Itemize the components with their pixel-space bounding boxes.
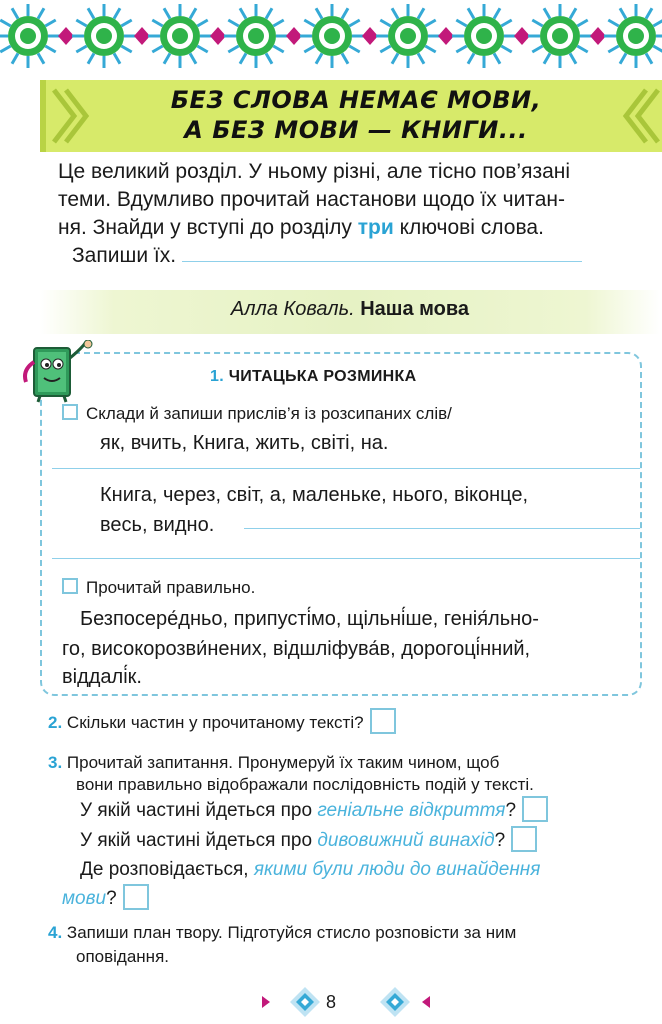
intro-line: Це великий розділ. У ньому різні, але тісно пов’язані (58, 160, 571, 183)
answer-box-icon[interactable] (511, 826, 537, 852)
question-3c-cont: мови? (62, 884, 149, 913)
stress-words-line1: Безпосере́дньо, припусті́мо, щільні́ше, генія́льно- (80, 608, 539, 630)
book-mascot-icon (16, 340, 102, 404)
top-ornament-border (0, 0, 662, 70)
checkbox-icon[interactable] (62, 404, 78, 420)
question-3a: У якій частині йдеться про геніальне відкриття? (80, 796, 548, 825)
section-title: ЧИТАЦЬКА РОЗМИНКА (228, 368, 417, 385)
intro-line: ня. Знайди у вступі до розділу три ключові слова. (58, 216, 544, 239)
page-footer (0, 985, 662, 1019)
stress-words-line3: віддалі́к. (62, 666, 142, 688)
intro-line: теми. Вдумливо прочитай настанови щодо їх читан- (58, 188, 565, 211)
answer-line[interactable] (52, 468, 640, 469)
intro-text (58, 158, 613, 270)
author-band (40, 290, 660, 334)
page-number: 8 (325, 992, 336, 1012)
question-4: 4. Запиши план твору. Підготуйся стисло розповісти за ним (48, 923, 517, 942)
question-3: 3. Прочитай запитання. Пронумеруй їх таким чином, щоб (48, 753, 500, 772)
checkbox-icon[interactable] (62, 578, 78, 594)
question-4-line2: оповідання. (76, 947, 170, 966)
banner-title-line2: А БЕЗ МОВИ — КНИГИ... (184, 116, 528, 144)
keyword-highlight: три (357, 216, 394, 239)
author-name: Алла Коваль. (230, 298, 355, 320)
answer-box-icon[interactable] (522, 796, 548, 822)
question-3b: У якій частині йдеться про дивовижний винахід? (80, 826, 537, 855)
chapter-banner (40, 80, 662, 152)
proverb-words-1: як, вчить, Книга, жить, світі, на. (100, 432, 389, 454)
question-3-line2: вони правильно відображали послідовність подій у тексті. (76, 775, 534, 794)
proverb-words-2b: весь, видно. (100, 514, 215, 536)
task-compose-proverb: Склади й запиши прислів’я із розсипаних слів/ (62, 402, 452, 426)
question-2: 2. Скільки частин у прочитаному тексті? (48, 708, 396, 735)
answer-box-icon[interactable] (370, 708, 396, 734)
task-read-correctly: Прочитай правильно. (62, 576, 255, 600)
work-title: Наша мова (360, 298, 470, 320)
section-heading (210, 368, 416, 386)
intro-line: Запиши їх. (58, 242, 613, 270)
banner-title-line1: БЕЗ СЛОВА НЕМАЄ МОВИ, (170, 86, 542, 114)
proverb-words-2a: Книга, через, світ, а, маленьке, нього, віконце, (100, 484, 529, 506)
answer-line[interactable] (244, 528, 640, 529)
question-3c: Де розповідається, якими були люди до винайдення (80, 859, 541, 880)
answer-line[interactable] (182, 261, 582, 262)
stress-words-line2: го, високорозви́нених, відшліфува́в, дорогоці́нний, (62, 638, 531, 660)
answer-box-icon[interactable] (123, 884, 149, 910)
answer-line[interactable] (52, 558, 640, 559)
section-number: 1. (210, 368, 224, 385)
